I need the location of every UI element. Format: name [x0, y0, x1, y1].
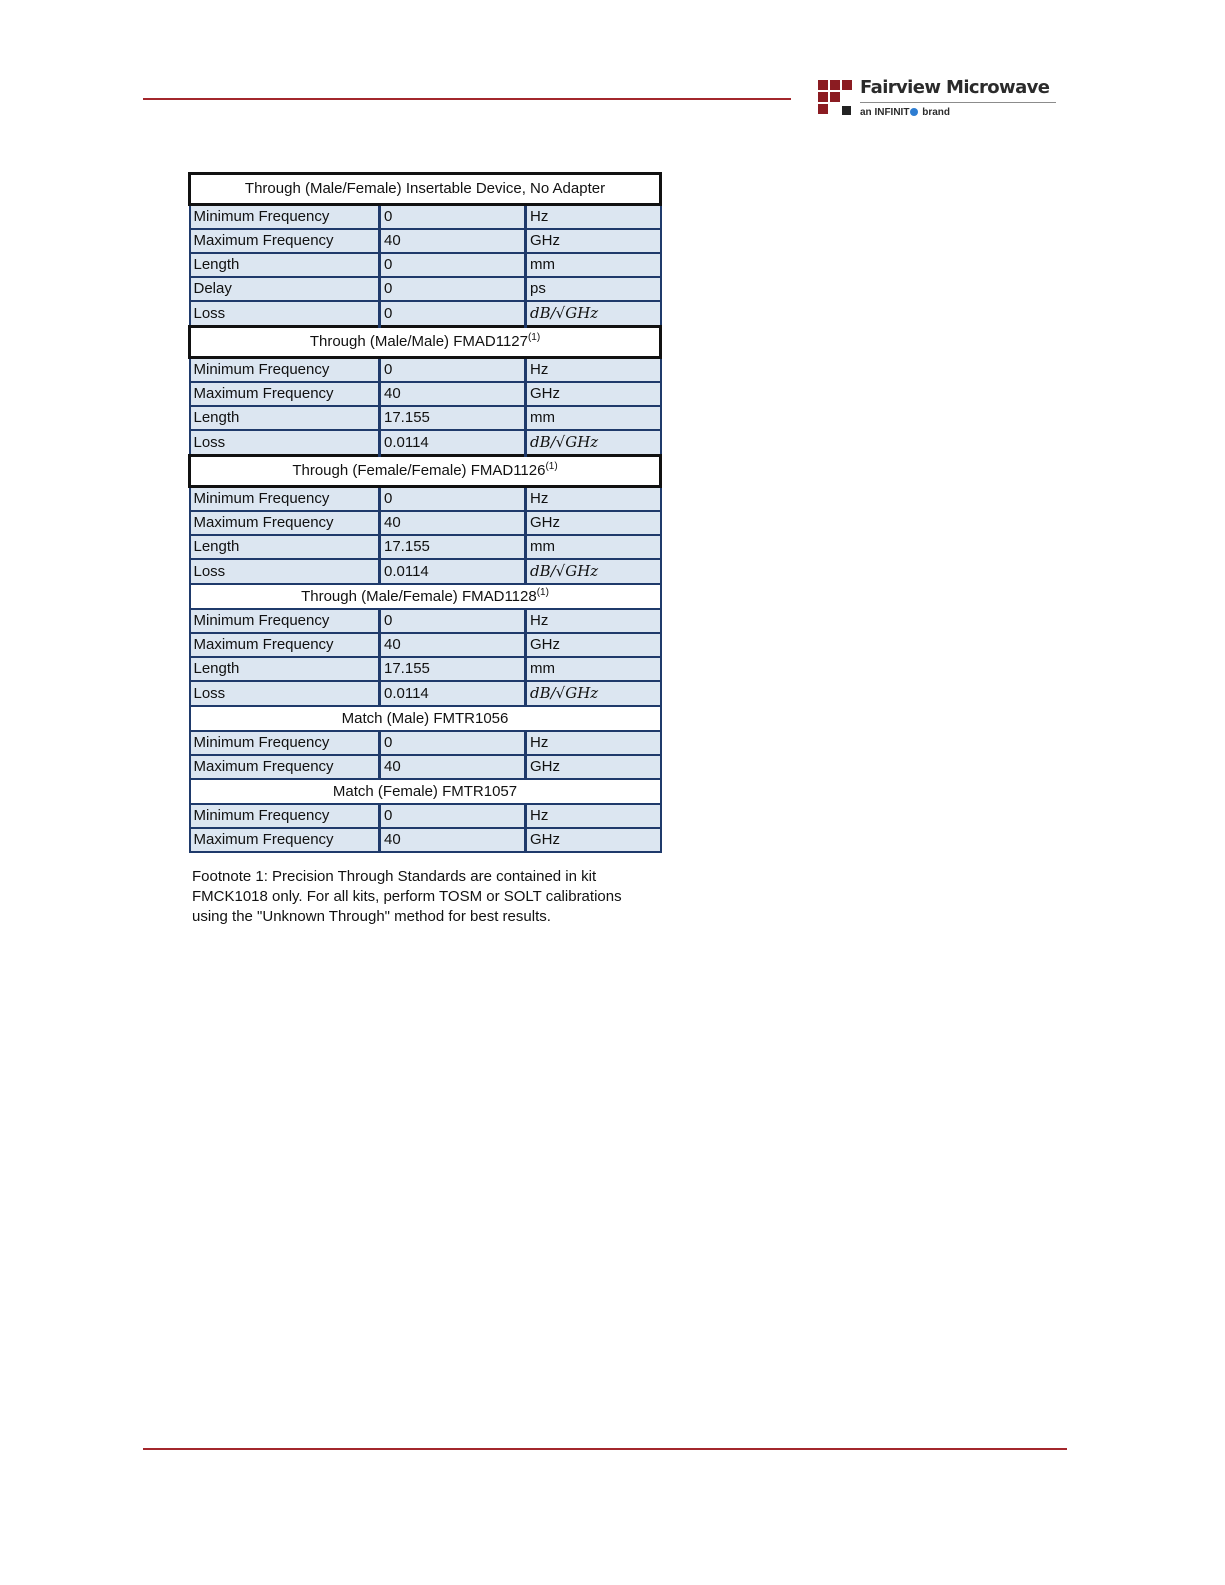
param-cell-text: Maximum Frequency: [193, 514, 334, 531]
unit-cell-text: dB/√GHz: [530, 562, 599, 580]
footnote-ref: (1): [536, 587, 549, 598]
param-cell: [190, 487, 380, 512]
unit-cell: [526, 511, 661, 535]
value-cell-text: 0: [384, 280, 393, 297]
logo-square-icon: [842, 80, 852, 90]
table-row: [190, 229, 661, 253]
param-cell: [190, 358, 380, 383]
unit-cell: [526, 535, 661, 559]
footnote: Footnote 1: Precision Through Standards are contained in kit FMCK1018 only. For all kits, perform TOSM or SOLT calibrations using the "Unknown Through" method for best results.: [192, 868, 622, 925]
value-cell-text: 17.155: [384, 409, 430, 426]
param-cell-text: Minimum Frequency: [193, 490, 330, 507]
unit-cell-text: mm: [530, 409, 555, 426]
param-cell: [190, 382, 380, 406]
table-row: [190, 406, 661, 430]
unit-cell: [526, 229, 661, 253]
param-cell-text: Loss: [193, 563, 226, 580]
param-cell-text: Length: [193, 538, 240, 555]
value-cell-text: 17.155: [384, 660, 430, 677]
param-cell-text: Loss: [193, 305, 226, 322]
section-header-row: [190, 706, 661, 731]
unit-cell: [526, 205, 661, 230]
param-cell-text: Minimum Frequency: [193, 734, 330, 751]
table-row: [190, 277, 661, 301]
unit-cell: [526, 755, 661, 779]
footnote-ref: (1): [545, 461, 558, 472]
param-cell: [190, 535, 380, 559]
infinite-mark-icon: [910, 108, 918, 116]
table-row: [190, 828, 661, 852]
unit-cell-text: Hz: [530, 612, 549, 629]
value-cell: [380, 535, 526, 559]
brand-divider: [860, 102, 1056, 103]
value-cell: [380, 487, 526, 512]
fairview-logo: [818, 77, 1063, 121]
param-cell-text: Maximum Frequency: [193, 831, 334, 848]
param-cell: [190, 755, 380, 779]
unit-cell: [526, 681, 661, 706]
logo-square-icon: [818, 104, 828, 114]
value-cell-text: 0.0114: [384, 685, 429, 702]
table-row: [190, 205, 661, 230]
spec-table-body: [190, 174, 661, 853]
section-header-row: [190, 584, 661, 609]
logo-square-icon: [830, 80, 840, 90]
brand-tagline-prefix: an INFINIT: [860, 107, 910, 118]
unit-cell-text: mm: [530, 538, 555, 555]
param-cell: [190, 277, 380, 301]
value-cell-text: 0: [384, 305, 393, 322]
table-row: [190, 755, 661, 779]
value-cell-text: 0: [384, 208, 393, 225]
unit-cell: [526, 657, 661, 681]
logo-square-dark-icon: [842, 106, 851, 115]
footnote-ref: (1): [527, 332, 541, 343]
unit-cell-text: GHz: [530, 636, 560, 653]
unit-cell-text: GHz: [530, 514, 560, 531]
table-row: [190, 430, 661, 456]
unit-cell: [526, 382, 661, 406]
param-cell: [190, 731, 380, 755]
param-cell-text: Maximum Frequency: [193, 232, 334, 249]
unit-cell: [526, 430, 661, 456]
unit-cell: [526, 633, 661, 657]
section-header-row: [190, 779, 661, 804]
param-cell: [190, 559, 380, 584]
value-cell: [380, 609, 526, 633]
param-cell: [190, 253, 380, 277]
brand-tagline-suffix: brand: [922, 107, 951, 118]
section-title: Match (Male) FMTR1056: [341, 710, 509, 727]
value-cell-text: 40: [384, 232, 401, 249]
table-row: [190, 804, 661, 828]
value-cell: [380, 229, 526, 253]
value-cell-text: 17.155: [384, 538, 430, 555]
unit-cell: [526, 828, 661, 852]
unit-cell-text: dB/√GHz: [530, 304, 599, 322]
brand-tagline: [860, 107, 950, 118]
value-cell-text: 0.0114: [384, 434, 429, 451]
section-title-cell: [190, 779, 661, 804]
value-cell: [380, 430, 526, 456]
value-cell: [380, 755, 526, 779]
param-cell: [190, 804, 380, 828]
value-cell: [380, 633, 526, 657]
value-cell-text: 40: [384, 385, 401, 402]
value-cell-text: 40: [384, 831, 401, 848]
logo-square-icon: [818, 92, 828, 102]
unit-cell: [526, 406, 661, 430]
unit-cell-text: GHz: [530, 831, 560, 848]
table-row: [190, 559, 661, 584]
value-cell-text: 0: [384, 361, 393, 378]
value-cell: [380, 731, 526, 755]
spec-table: [188, 172, 662, 853]
logo-square-icon: [818, 80, 828, 90]
section-header-row: [190, 327, 661, 358]
param-cell-text: Loss: [193, 685, 226, 702]
param-cell: [190, 633, 380, 657]
value-cell: [380, 681, 526, 706]
param-cell: [190, 229, 380, 253]
unit-cell: [526, 804, 661, 828]
unit-cell: [526, 609, 661, 633]
param-cell: [190, 609, 380, 633]
unit-cell-text: dB/√GHz: [530, 433, 599, 451]
param-cell: [190, 828, 380, 852]
unit-cell-text: GHz: [530, 232, 560, 249]
param-cell-text: Minimum Frequency: [193, 612, 330, 629]
table-row: [190, 358, 661, 383]
value-cell: [380, 277, 526, 301]
section-title: Through (Male/Female) FMAD1128: [301, 588, 537, 605]
unit-cell-text: Hz: [530, 490, 549, 507]
value-cell-text: 0: [384, 256, 393, 273]
unit-cell-text: mm: [530, 256, 555, 273]
section-title: Through (Male/Female) Insertable Device, No Adapter: [244, 180, 606, 197]
table-row: [190, 535, 661, 559]
brand-name: Fairview Microwave: [860, 77, 1050, 98]
value-cell-text: 0: [384, 807, 393, 824]
header-rule: [143, 98, 791, 100]
section-title: Through (Female/Female) FMAD1126: [292, 462, 546, 479]
logo-square-icon: [830, 92, 840, 102]
param-cell-text: Minimum Frequency: [193, 361, 330, 378]
value-cell: [380, 559, 526, 584]
section-title-cell: [190, 706, 661, 731]
value-cell-text: 40: [384, 514, 401, 531]
value-cell: [380, 657, 526, 681]
param-cell-text: Length: [193, 409, 240, 426]
unit-cell-text: mm: [530, 660, 555, 677]
value-cell-text: 0: [384, 734, 393, 751]
table-row: [190, 681, 661, 706]
unit-cell-text: GHz: [530, 758, 560, 775]
unit-cell: [526, 731, 661, 755]
unit-cell: [526, 301, 661, 327]
section-title-cell: [190, 327, 661, 358]
value-cell: [380, 828, 526, 852]
unit-cell-text: dB/√GHz: [530, 684, 599, 702]
param-cell: [190, 301, 380, 327]
table-row: [190, 382, 661, 406]
footer-rule: [143, 1448, 1067, 1450]
value-cell-text: 40: [384, 636, 401, 653]
param-cell: [190, 406, 380, 430]
section-title-cell: [190, 584, 661, 609]
table-row: [190, 301, 661, 327]
unit-cell: [526, 253, 661, 277]
table-row: [190, 731, 661, 755]
param-cell: [190, 430, 380, 456]
param-cell-text: Maximum Frequency: [193, 758, 334, 775]
unit-cell-text: Hz: [530, 361, 549, 378]
param-cell: [190, 511, 380, 535]
unit-cell: [526, 559, 661, 584]
param-cell-text: Delay: [193, 280, 232, 297]
unit-cell-text: Hz: [530, 734, 549, 751]
value-cell-text: 0: [384, 490, 393, 507]
table-row: [190, 511, 661, 535]
param-cell: [190, 681, 380, 706]
section-header-row: [190, 456, 661, 487]
param-cell-text: Length: [193, 660, 240, 677]
section-title: Match (Female) FMTR1057: [332, 783, 518, 800]
section-title-cell: [190, 456, 661, 487]
unit-cell-text: GHz: [530, 385, 560, 402]
param-cell-text: Maximum Frequency: [193, 636, 334, 653]
param-cell-text: Loss: [193, 434, 226, 451]
param-cell: [190, 657, 380, 681]
table-row: [190, 657, 661, 681]
value-cell: [380, 205, 526, 230]
unit-cell: [526, 487, 661, 512]
value-cell-text: 0: [384, 612, 393, 629]
unit-cell: [526, 358, 661, 383]
section-header-row: [190, 174, 661, 205]
table-row: [190, 487, 661, 512]
param-cell-text: Minimum Frequency: [193, 807, 330, 824]
value-cell: [380, 804, 526, 828]
value-cell: [380, 253, 526, 277]
unit-cell-text: ps: [530, 280, 546, 297]
unit-cell-text: Hz: [530, 208, 549, 225]
table-row: [190, 253, 661, 277]
section-title-cell: [190, 174, 661, 205]
param-cell-text: Maximum Frequency: [193, 385, 334, 402]
value-cell-text: 0.0114: [384, 563, 429, 580]
value-cell: [380, 301, 526, 327]
value-cell: [380, 382, 526, 406]
unit-cell: [526, 277, 661, 301]
table-row: [190, 633, 661, 657]
param-cell-text: Length: [193, 256, 240, 273]
table-row: [190, 609, 661, 633]
unit-cell-text: Hz: [530, 807, 549, 824]
value-cell-text: 40: [384, 758, 401, 775]
section-title: Through (Male/Male) FMAD1127: [309, 333, 528, 350]
value-cell: [380, 406, 526, 430]
value-cell: [380, 358, 526, 383]
param-cell: [190, 205, 380, 230]
value-cell: [380, 511, 526, 535]
param-cell-text: Minimum Frequency: [193, 208, 330, 225]
